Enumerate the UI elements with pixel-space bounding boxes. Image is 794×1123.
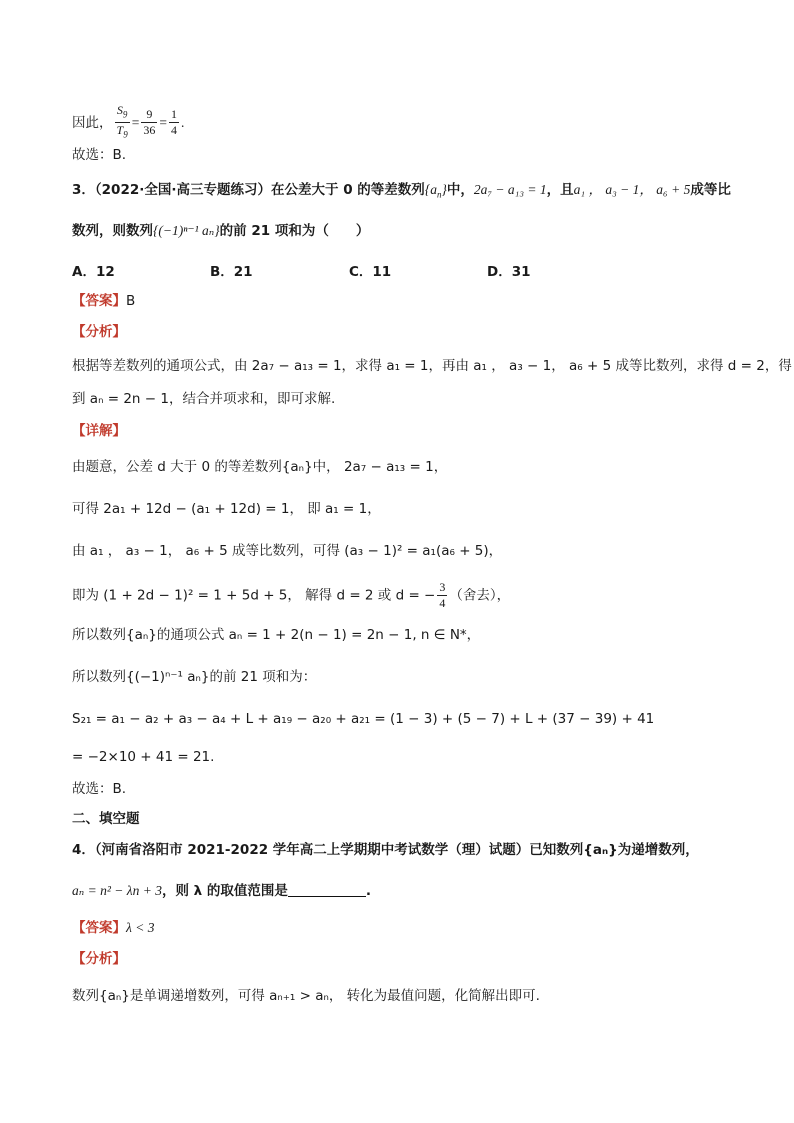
q4-stem-line1: 4．（河南省洛阳市 2021-2022 学年高二上学期期中考试数学（理）试题）已知数列{aₙ}为递增数列，: [72, 842, 699, 858]
q3-detail-line3: 由 a₁ ， a₃ − 1， a₆ + 5 成等比数列，可得 (a₃ − 1)² = a₁(a₆ + 5)，: [72, 543, 503, 559]
fraction-1-4: $\frac{1}{4}$: [170, 107, 177, 138]
q3-analysis-line2: 到 aₙ = 2n − 1，结合并项求和，即可求解.: [72, 391, 336, 407]
q3-stem-line1: 3．（2022·全国·高三专题练习）在公差大于 0 的等差数列$\{a_n\}$中，2a₇ − a₁₃ = 1，且a₁ ， a₃ − 1， a₆ + 5成等比: [72, 182, 731, 200]
fraction-s9-t9: $\frac{S_9}{T_9}$: [116, 103, 128, 140]
q3-analysis-line1: 根据等差数列的通项公式，由 2a₇ − a₁₃ = 1，求得 a₁ = 1，再由 a₁ ， a₃ − 1， a₆ + 5 成等比数列，求得 d = 2，得: [72, 358, 792, 374]
q3-detail-line4: 即为 (1 + 2d − 1)² = 1 + 5d + 5， 解得 d = 2 或 d = − $\frac{3}{4}$ （舍去），: [72, 580, 511, 610]
q3-detail-line1: 由题意，公差 d 大于 0 的等差数列{aₙ}中， 2a₇ − a₁₃ = 1，: [72, 459, 448, 475]
q3-detail-line2: 可得 2a₁ + 12d − (a₁ + 12d) = 1， 即 a₁ = 1，: [72, 501, 381, 517]
answer-blank: [288, 896, 366, 897]
q4-stem-line2: aₙ = n² − λn + 3，则 λ 的取值范围是 .: [72, 883, 372, 899]
q3-choice: 故选：B.: [72, 781, 127, 797]
q3-detail-line7: S₂₁ = a₁ − a₂ + a₃ − a₄ + L + a₁₉ − a₂₀ + a₂₁ = (1 − 3) + (5 − 7) + L + (37 − 39) + 41: [72, 711, 655, 727]
q4-analysis-tag: 【分析】: [72, 951, 126, 967]
option-c: C．11: [349, 264, 392, 280]
intro-choice: 故选：B.: [72, 147, 127, 163]
section-heading: 二、填空题: [72, 811, 140, 827]
q3-detail-line8: = −2×10 + 41 = 21.: [72, 749, 215, 765]
option-a: A．12: [72, 264, 115, 280]
option-b: B．21: [210, 264, 253, 280]
q3-answer: 【答案】B: [72, 293, 136, 309]
q3-analysis-tag: 【分析】: [72, 324, 126, 340]
q3-detail-tag: 【详解】: [72, 423, 126, 439]
q3-detail-line6: 所以数列{(−1)ⁿ⁻¹ aₙ}的前 21 项和为：: [72, 669, 317, 685]
q4-answer: 【答案】λ < 3: [72, 920, 155, 936]
intro-line: 因此， $\frac{S_9}{T_9}$ = $\frac{9}{36}$ = $\frac{1}{4}$ .: [72, 103, 184, 143]
q4-analysis-line1: 数列{aₙ}是单调递增数列，可得 aₙ₊₁ > aₙ， 转化为最值问题，化简解出即可.: [72, 988, 540, 1004]
q3-stem-line2: 数列，则数列{(−1)ⁿ⁻¹ aₙ}的前 21 项和为（ ）: [72, 223, 370, 239]
option-d: D．31: [487, 264, 531, 280]
fraction-9-36: $\frac{9}{36}$: [143, 107, 156, 138]
q3-detail-line5: 所以数列{aₙ}的通项公式 aₙ = 1 + 2(n − 1) = 2n − 1, n ∈ N*，: [72, 627, 481, 643]
fraction-3-4: $\frac{3}{4}$: [439, 580, 446, 610]
